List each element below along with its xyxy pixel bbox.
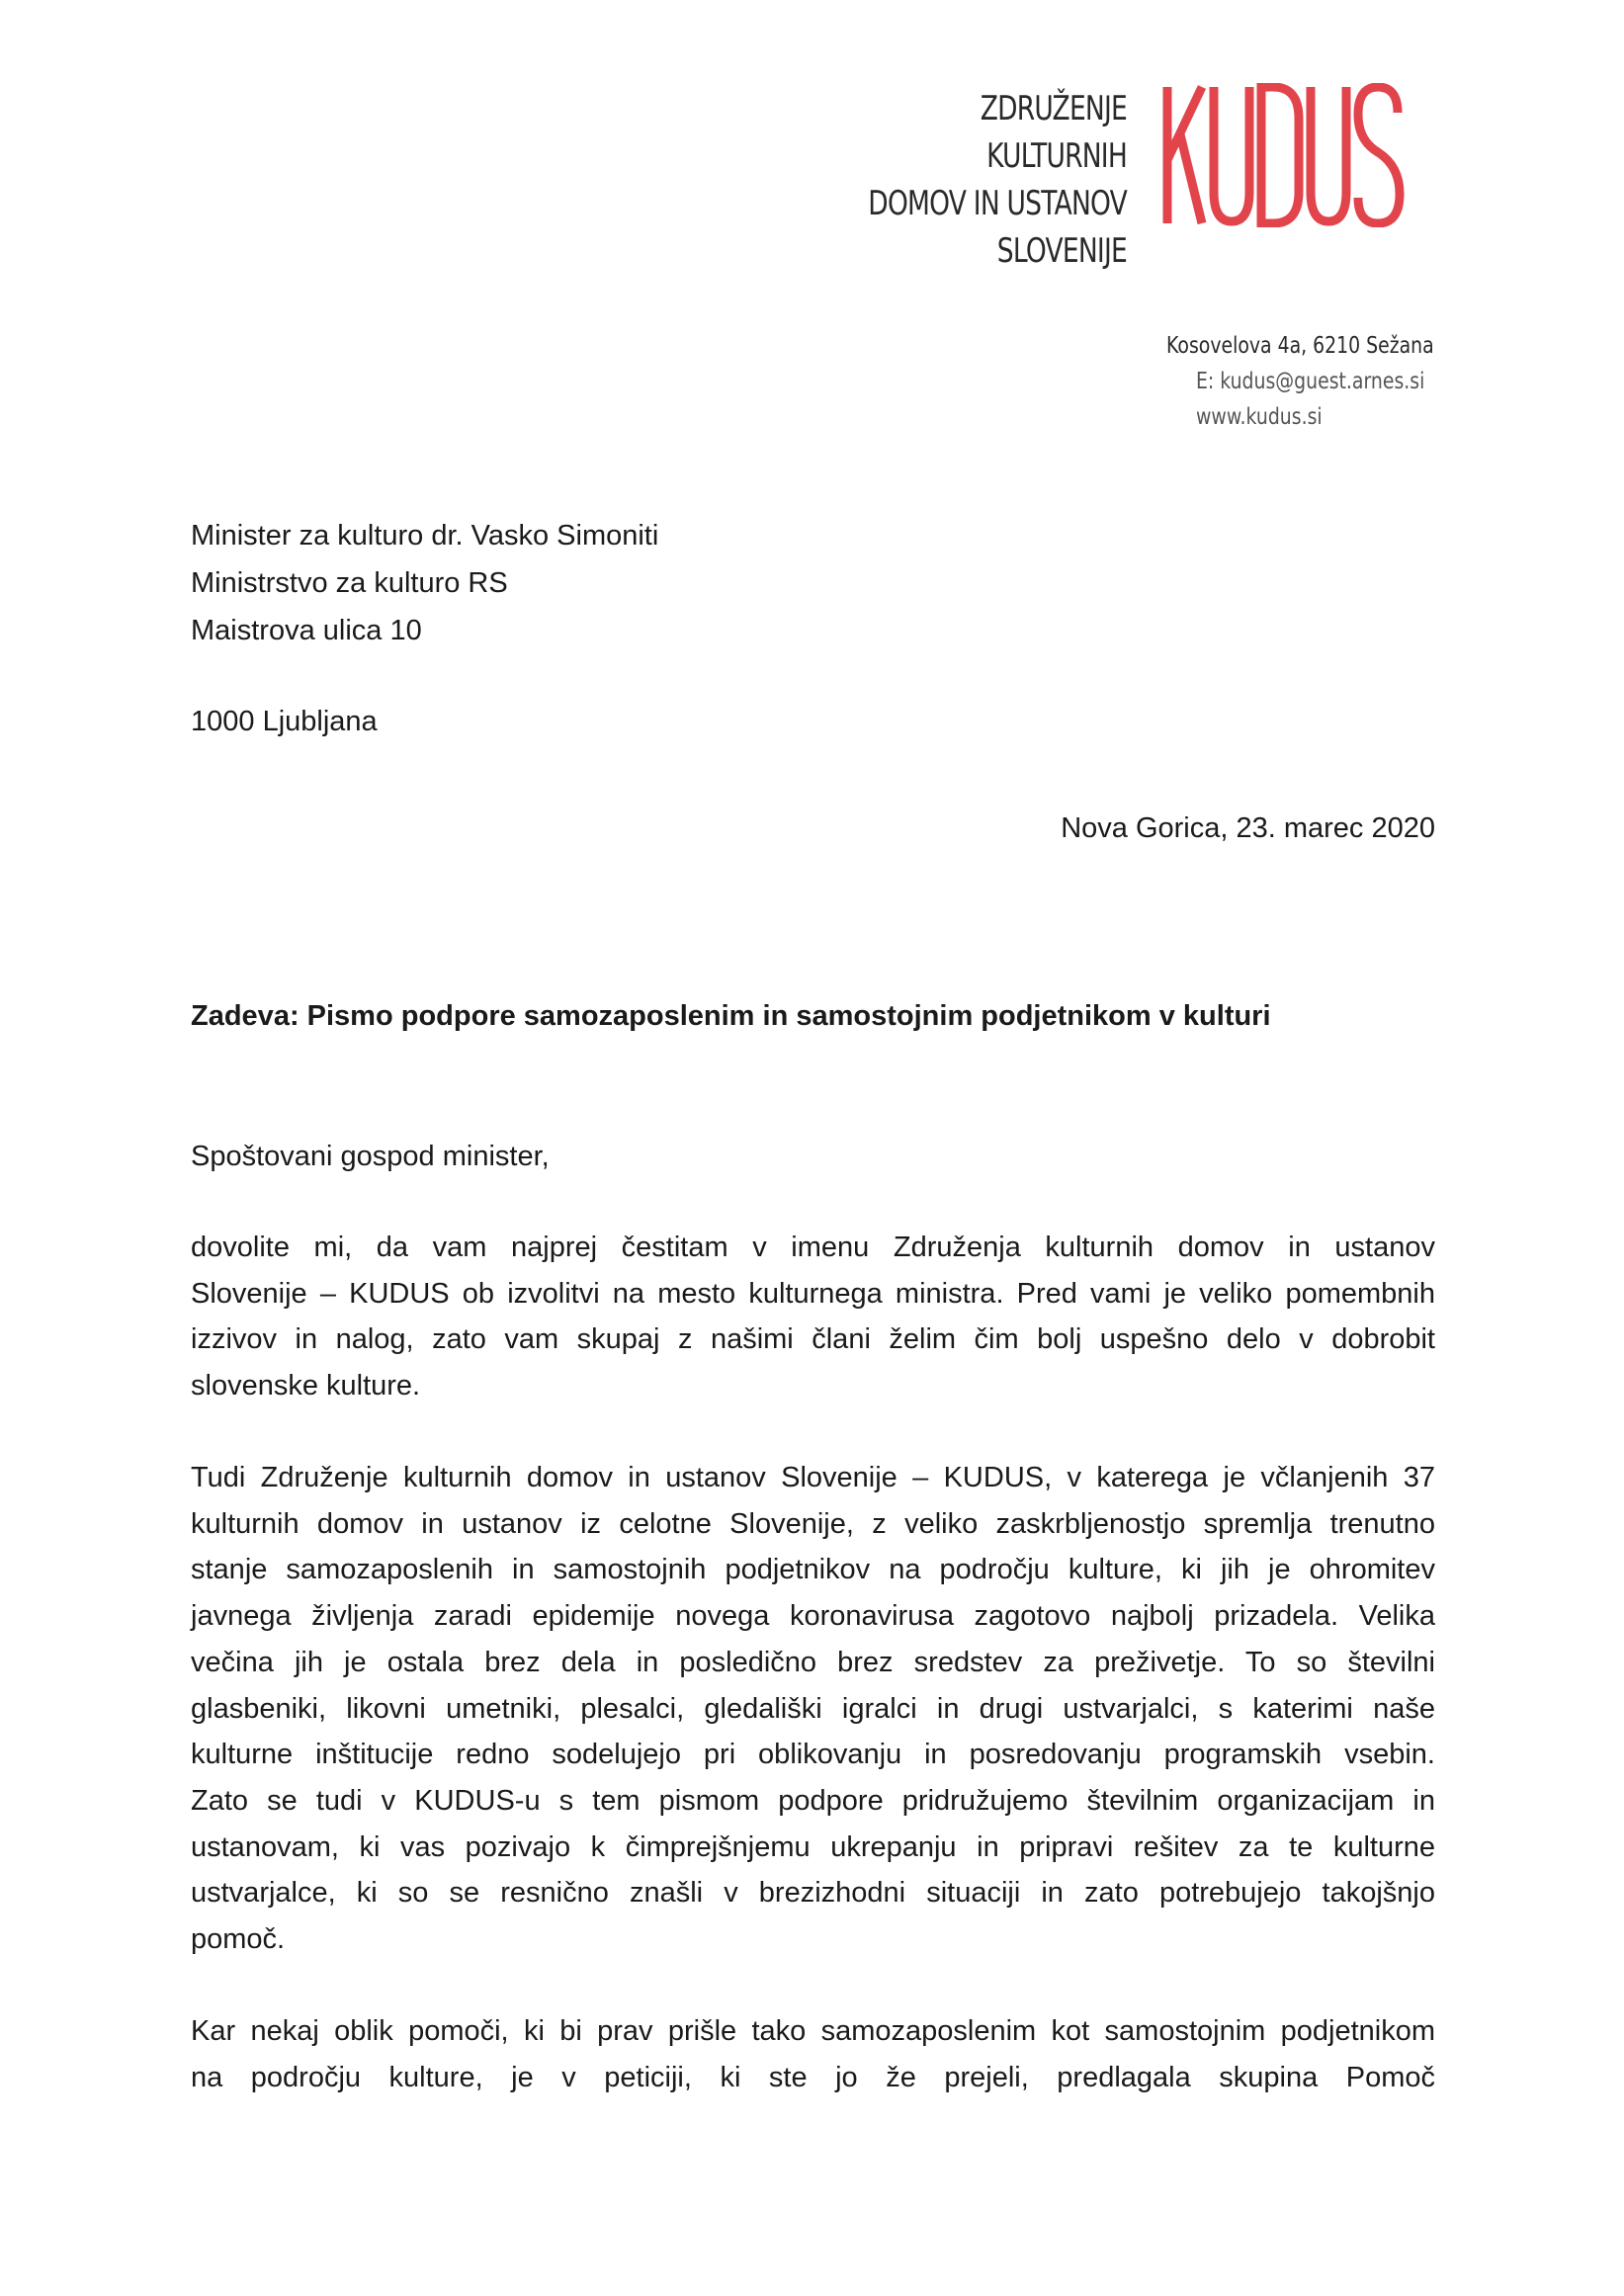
email-text: E: kudus@guest.arnes.si [1196,369,1425,394]
paragraph-line: ustvarjalce, ki so se resnično znašli v brezizhodni situaciji in zato potrebujejo takojšnjo [191,1877,1435,1910]
org-name-line-2: DOMOV IN USTANOV [868,184,1127,223]
recipient-block [191,512,658,654]
paragraph-line: kulturnih domov in ustanov iz celotne Slovenije, z veliko zaskrbljenostjo spremlja trenutno [191,1507,1435,1540]
recipient-line-2: Ministrstvo za kulturo RS [191,567,508,599]
recipient-line-3: Maistrova ulica 10 [191,615,422,646]
paragraph-line: kulturne inštitucije redno sodelujejo pri oblikovanju in posredovanju programskih vsebin. [191,1739,1435,1771]
paragraph-line: pomoč. [191,1923,286,1956]
body-paragraph-2 [191,1455,1435,1963]
paragraph-line: Slovenije – KUDUS ob izvolitvi na mesto kulturnega ministra. Pred vami je veliko pomembnih [191,1277,1435,1310]
paragraph-line: na področju kulture, je v peticiji, ki ste jo že prejeli, predlagala skupina Pomoč [191,2061,1435,2093]
address-text: Kosovelova 4a, 6210 Sežana [1166,333,1434,359]
paragraph-line: večina jih je ostala brez dela in posledično brez sredstev za preživetje. To so številni [191,1646,1435,1678]
paragraph-line: Zato se tudi v KUDUS-u s tem pismom podpore pridružujemo številnim organizacijam in [191,1784,1435,1817]
paragraph-line: ustanovam, ki vas pozivajo k čimprejšnjemu ukrepanju in pripravi rešitev za te kulturne [191,1830,1435,1863]
paragraph-line: glasbeniki, likovni umetniki, plesalci, gledališki igralci in drugi ustvarjalci, s katerimi naše [191,1692,1435,1725]
subject-line: Zadeva: Pismo podpore samozaposlenim in samostojnim podjetnikom v kulturi [191,1000,1271,1032]
paragraph-line: javnega življenja zaradi epidemije novega koronavirusa zagotovo najbolj prizadela. Velika [191,1600,1435,1633]
paragraph-line: Kar nekaj oblik pomoči, ki bi prav prišle tako samozaposlenim kot samostojnim podjetnikom [191,2015,1435,2047]
recipient-line-1: Minister za kulturo dr. Vasko Simoniti [191,520,659,552]
organization-name [834,85,1127,275]
org-name-line-1: ZDRUŽENJE KULTURNIH [980,89,1127,176]
org-name-line-3: SLOVENIJE [996,231,1127,271]
paragraph-line: dovolite mi, da vam najprej čestitam v imenu Združenja kulturnih domov in ustanov [191,1232,1435,1263]
body-paragraph-1 [191,1225,1435,1409]
website-text: www.kudus.si [1196,404,1323,430]
paragraph-line: Tudi Združenje kulturnih domov in ustanov Slovenije – KUDUS, v katerega je včlanjenih 37 [191,1462,1435,1493]
body-paragraph-3 [191,2008,1435,2100]
recipient-city: 1000 Ljubljana [191,706,378,737]
salutation: Spoštovani gospod minister, [191,1141,550,1172]
paragraph-line: slovenske kulture. [191,1370,421,1403]
paragraph-line: izzivov in nalog, zato vam skupaj z našimi člani želim čim bolj uspešno delo v dobrobit [191,1323,1435,1356]
kudus-logo [1162,83,1406,227]
paragraph-line: stanje samozaposlenih in samostojnih podjetnikov na področju kulture, ki jih je ohromitev [191,1554,1435,1586]
contact-info [1087,328,1434,435]
date-line: Nova Gorica, 23. marec 2020 [1061,812,1435,844]
